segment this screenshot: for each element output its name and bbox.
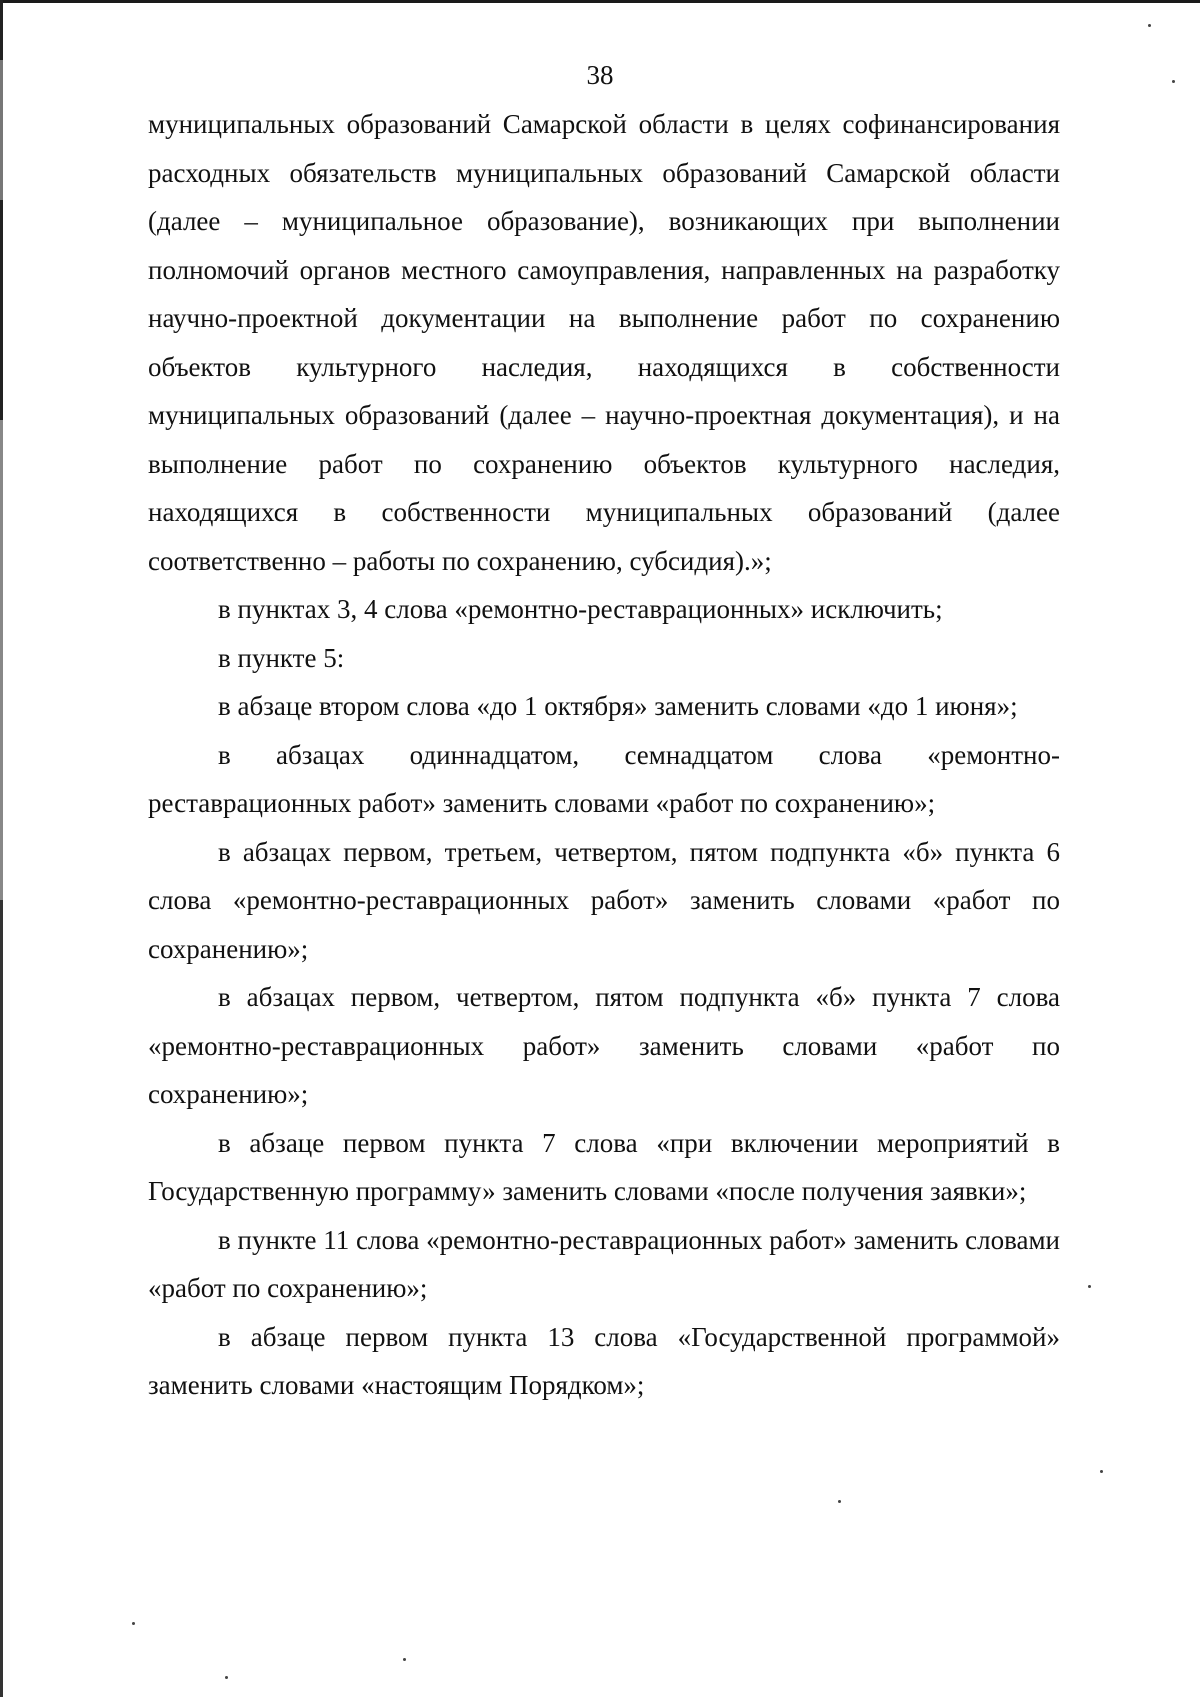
paragraph-7: в абзацах первом, четвертом, пятом подпункта «б» пункта 7 слова «ремонтно-реставрационных работ» заменить словами «работ по сохранению»; — [148, 982, 1060, 1109]
scan-speck — [1148, 24, 1151, 27]
scan-speck — [225, 1676, 228, 1679]
scan-speck — [1088, 1285, 1091, 1288]
page-number: 38 — [586, 60, 614, 90]
scan-edge-top — [0, 0, 1200, 3]
paragraph-9: в пункте 11 слова «ремонтно-реставрационных работ» заменить словами «работ по сохранению»; — [148, 1224, 1060, 1303]
paragraph-2: в пунктах 3, 4 слова «ремонтно-реставрационных» исключить; — [218, 594, 943, 624]
scan-speck — [838, 1500, 841, 1503]
paragraph-3: в пункте 5: — [218, 642, 345, 673]
scan-speck — [1100, 1470, 1103, 1473]
document-body — [148, 100, 1060, 1410]
paragraph-10: в абзаце первом пункта 13 слова «Государственной программой» заменить словами «настоящим Порядком»; — [148, 1321, 1060, 1400]
scan-speck — [1172, 80, 1175, 83]
paragraph-6: в абзацах первом, третьем, четвертом, пятом подпункта «б» пункта 6 слова «ремонтно-реставрационных работ» заменить словами «работ по сохранению»; — [148, 836, 1060, 964]
scan-speck — [403, 1658, 406, 1661]
paragraph-5: в абзацах одиннадцатом, семнадцатом слова «ремонтно-реставрационных работ» заменить словами «работ по сохранению»; — [148, 739, 1060, 818]
scan-edge-left — [0, 0, 3, 1697]
paragraph-8: в абзаце первом пункта 7 слова «при включении мероприятий в Государственную программу» заменить словами «после получения заявки»; — [148, 1127, 1060, 1206]
paragraph-1: муниципальных образований Самарской области в целях софинансирования расходных обязательств муниципальных образований Самарской области (далее – муниципальное образование), возникающих при выполнении полномочий органов местного самоуправления, направленных на разработку научно-проектной документации на выполнение работ по сохранению объектов культурного наследия, находящихся в собственности муниципальных образований (далее – научно-проектная документация), и на выполнение работ по сохранению объектов культурного наследия, находящихся в собственности муниципальных образований (далее соответственно – работы по сохранению, субсидия).»; — [148, 109, 1060, 576]
scan-speck — [132, 1622, 135, 1625]
paragraph-4: в абзаце втором слова «до 1 октября» заменить словами «до 1 июня»; — [218, 691, 1018, 721]
